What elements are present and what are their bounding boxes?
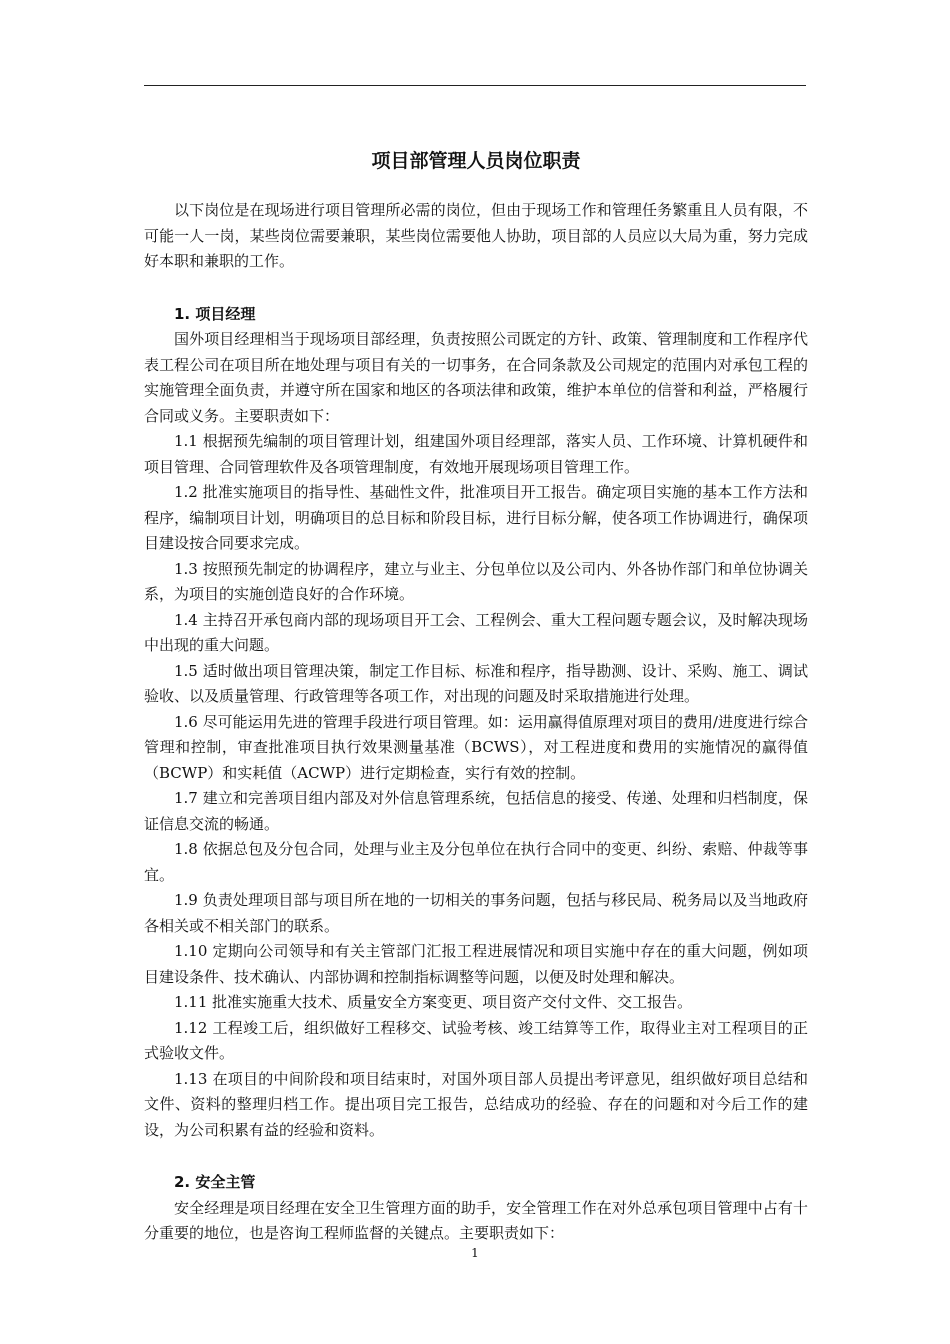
section-heading: 1. 项目经理 [174,304,256,323]
section-project-manager [144,302,808,1144]
paragraph: 安全经理是项目经理在安全卫生管理方面的助手，安全管理工作在对外总承包项目管理中占有十分重要的地位，也是咨询工程师监督的关键点。主要职责如下： [144,1198,808,1242]
duty-item: 1.11 批准实施重大技术、质量安全方案变更、项目资产交付文件、交工报告。 [174,993,693,1011]
duty-item: 1.8 依据总包及分包合同，处理与业主及分包单位在执行合同中的变更、纠纷、索赔、仲裁等事宜。 [144,840,808,884]
duty-item: 1.12 工程竣工后，组织做好工程移交、试验考核、竣工结算等工作，取得业主对工程项目的正式验收文件。 [144,1018,808,1062]
duty-item: 1.6 尽可能运用先进的管理手段进行项目管理。如：运用赢得值原理对项目的费用/进度进行综合管理和控制，审查批准项目执行效果测量基准（BCWS），对工程进度和费用的实施情况的赢得值（BCWP）和实耗值（ACWP）进行定期检查，实行有效的控制。 [144,712,808,782]
duty-item: 1.13 在项目的中间阶段和项目结束时，对国外项目部人员提出考评意见，组织做好项目总结和文件、资料的整理归档工作。提出项目完工报告，总结成功的经验、存在的问题和对今后工作的建设，为公司积累有益的经验和资料。 [144,1069,808,1139]
duty-item: 1.7 建立和完善项目组内部及对外信息管理系统，包括信息的接受、传递、处理和归档制度，保证信息交流的畅通。 [144,789,808,833]
duty-item: 1.4 主持召开承包商内部的现场项目开工会、工程例会、重大工程问题专题会议，及时解决现场中出现的重大问题。 [144,610,808,654]
duty-item: 1.9 负责处理项目部与项目所在地的一切相关的事务问题，包括与移民局、税务局以及当地政府各相关或不相关部门的联系。 [144,891,808,935]
section-safety-supervisor [144,1170,808,1247]
duty-item: 1.2 批准实施项目的指导性、基础性文件，批准项目开工报告。确定项目实施的基本工作方法和程序，编制项目计划，明确项目的总目标和阶段目标，进行目标分解，使各项工作协调进行，确保项目建设按合同要求完成。 [144,483,808,552]
document-title: 项目部管理人员岗位职责 [371,150,581,172]
duty-item: 1.1 根据预先编制的项目管理计划，组建国外项目经理部，落实人员、工作环境、计算机硬件和项目管理、合同管理软件及各项管理制度，有效地开展现场项目管理工作。 [144,432,808,476]
duty-item: 1.10 定期向公司领导和有关主管部门汇报工程进展情况和项目实施中存在的重大问题，例如项目建设条件、技术确认、内部协调和控制指标调整等问题，以便及时处理和解决。 [144,942,808,986]
paragraph: 国外项目经理相当于现场项目部经理，负责按照公司既定的方针、政策、管理制度和工作程序代表工程公司在项目所在地处理与项目有关的一切事务，在合同条款及公司规定的范围内对承包工程的实施管理全面负责，并遵守所在国家和地区的各项法律和政策，维护本单位的信誉和利益，严格履行合同或义务。主要职责如下： [144,330,808,425]
section-heading: 2. 安全主管 [174,1173,256,1191]
document-body [144,146,808,1247]
duty-item: 1.3 按照预先制定的协调程序，建立与业主、分包单位以及公司内、外各协作部门和单位协调关系，为项目的实施创造良好的合作环境。 [144,559,808,603]
page-number: 1 [471,1246,479,1260]
intro-paragraph: 以下岗位是在现场进行项目管理所必需的岗位，但由于现场工作和管理任务繁重且人员有限，不可能一人一岗，某些岗位需要兼职，某些岗位需要他人协助，项目部的人员应以大局为重，努力完成好本职和兼职的工作。 [144,201,808,270]
header-rule [144,85,806,86]
duty-item: 1.5 适时做出项目管理决策，制定工作目标、标准和程序，指导勘测、设计、采购、施工、调试验收、以及质量管理、行政管理等各项工作，对出现的问题及时采取措施进行处理。 [144,661,808,705]
